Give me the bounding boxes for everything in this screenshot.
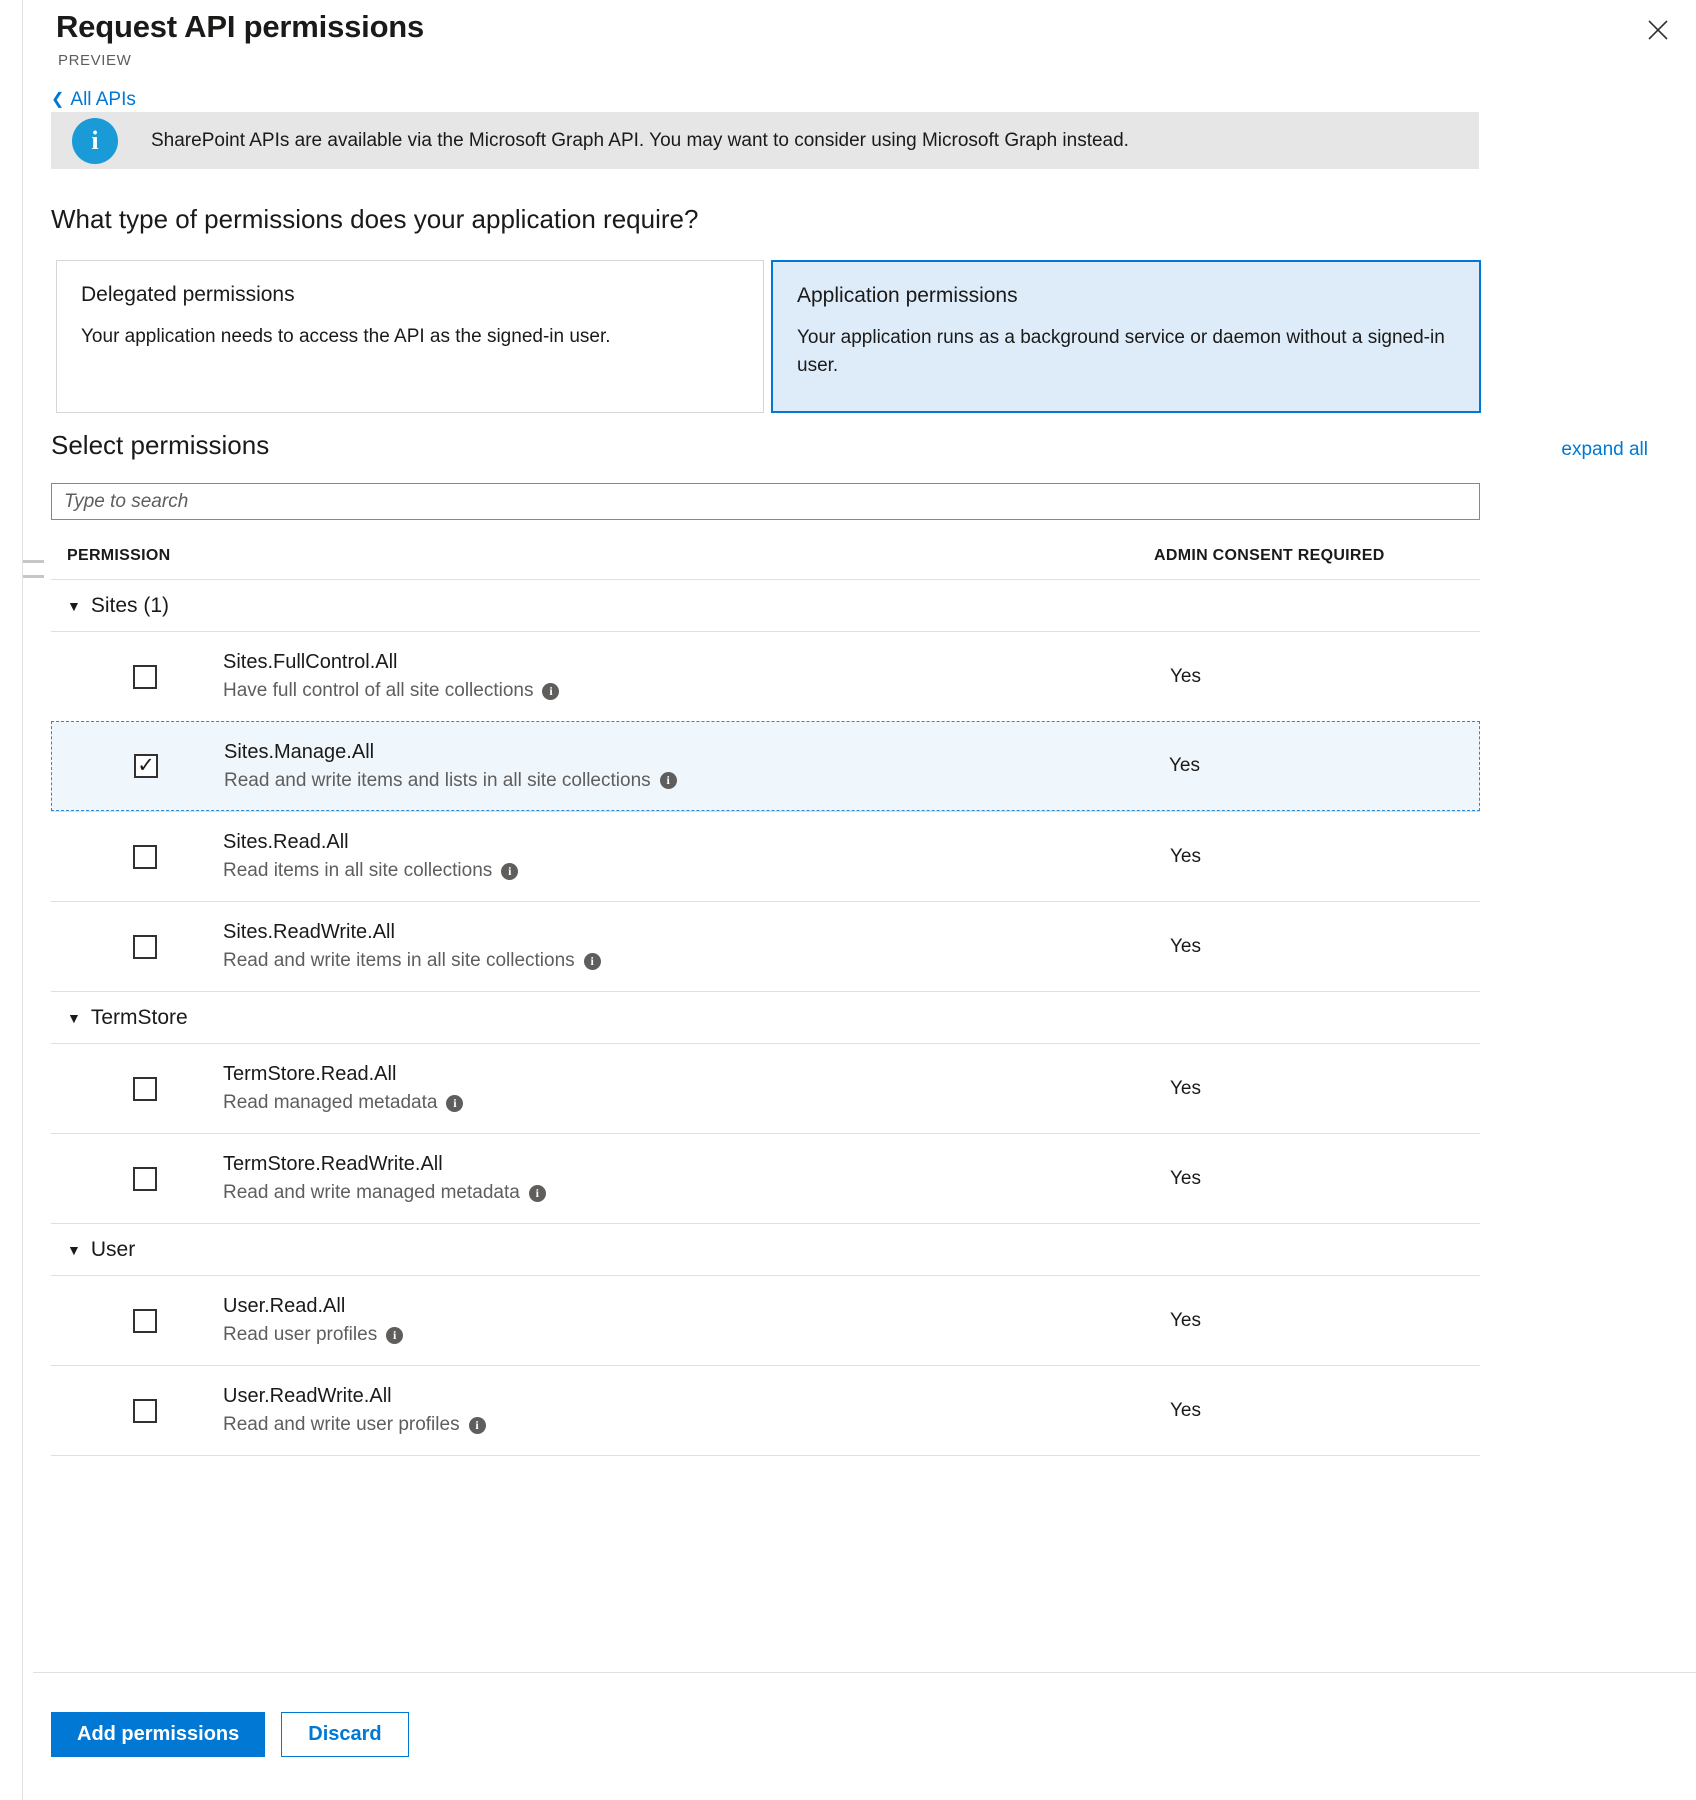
back-to-all-apis-link[interactable] [51, 89, 136, 111]
footer-divider [33, 1672, 1696, 1673]
permission-name: Sites.Manage.All [224, 740, 375, 763]
permission-description-wrap [224, 770, 1169, 792]
permission-checkbox-sites-manage-all[interactable] [134, 754, 158, 778]
group-row-termstore[interactable] [51, 991, 1480, 1043]
group-label-user: User [90, 1237, 136, 1261]
permission-checkbox-user-readwrite-all[interactable] [133, 1399, 157, 1423]
application-permissions-card[interactable] [771, 260, 1481, 413]
table-row[interactable] [51, 721, 1480, 811]
info-icon[interactable]: i [529, 1185, 546, 1202]
request-api-permissions-dialog [22, 0, 1696, 1800]
info-icon[interactable]: i [584, 953, 601, 970]
checkbox-wrap [67, 665, 205, 689]
permission-checkbox-sites-read-all[interactable] [133, 845, 157, 869]
permission-name: Sites.FullControl.All [223, 651, 398, 673]
permission-name: User.Read.All [223, 1295, 346, 1317]
chevron-left-icon: ❮ [51, 91, 65, 108]
admin-consent-value: Yes [1170, 935, 1201, 957]
table-row[interactable] [51, 1365, 1480, 1455]
permission-name: TermStore.Read.All [223, 1063, 397, 1085]
permission-description-wrap [223, 680, 1170, 702]
permission-description: Read and write items and lists in all site collections [224, 769, 651, 791]
permission-description-wrap [223, 1414, 1170, 1436]
permission-description: Read and write user profiles [223, 1414, 460, 1435]
select-permissions-heading: Select permissions [51, 430, 270, 460]
admin-consent-value: Yes [1170, 665, 1201, 687]
permission-name: TermStore.ReadWrite.All [223, 1153, 443, 1175]
info-icon[interactable]: i [446, 1095, 463, 1112]
info-icon[interactable]: i [501, 863, 518, 880]
checkbox-wrap [67, 935, 205, 959]
permission-name: Sites.Read.All [223, 831, 349, 853]
application-permissions-description: Your application runs as a background service or daemon without a signed-in user. [797, 327, 1445, 376]
permission-description: Have full control of all site collections [223, 680, 534, 701]
sharepoint-icon-letter: i [91, 125, 99, 155]
check-icon: ✓ [137, 753, 155, 777]
table-row[interactable] [51, 1133, 1480, 1223]
admin-consent-value: Yes [1170, 845, 1201, 867]
permission-description: Read user profiles [223, 1324, 378, 1345]
banner-message: SharePoint APIs are available via the Microsoft Graph API. You may want to consider using Microsoft Graph instead. [151, 129, 1129, 151]
table-row[interactable] [51, 1275, 1480, 1365]
table-row[interactable] [51, 811, 1480, 901]
permission-type-options [56, 260, 1481, 413]
table-row[interactable] [51, 901, 1480, 991]
page-title: Request API permissions [56, 9, 425, 44]
discard-button[interactable]: Discard [281, 1712, 408, 1757]
checkbox-wrap [67, 1077, 205, 1101]
permission-description-wrap [223, 1092, 1170, 1114]
close-icon[interactable] [1638, 10, 1678, 50]
sharepoint-info-banner [51, 112, 1479, 169]
info-icon[interactable]: i [386, 1327, 403, 1344]
application-permissions-title: Application permissions [797, 284, 1018, 307]
table-row[interactable] [51, 631, 1480, 721]
permission-checkbox-sites-readwrite-all[interactable] [133, 935, 157, 959]
delegated-permissions-title: Delegated permissions [81, 283, 295, 306]
permission-description: Read and write managed metadata [223, 1182, 520, 1203]
permission-info [205, 1295, 1170, 1346]
permission-description: Read managed metadata [223, 1092, 438, 1113]
permission-name: User.ReadWrite.All [223, 1385, 392, 1407]
expand-all-link[interactable]: expand all [1561, 439, 1648, 460]
column-header-admin-consent: ADMIN CONSENT REQUIRED [1154, 547, 1385, 564]
info-icon[interactable]: i [542, 683, 559, 700]
permission-name: Sites.ReadWrite.All [223, 921, 395, 943]
checkbox-wrap [67, 1309, 205, 1333]
permission-info [205, 1153, 1170, 1204]
panel-edge-marker [23, 560, 44, 563]
group-label-termstore: TermStore [90, 1005, 188, 1029]
column-header-permission: PERMISSION [67, 547, 171, 564]
permission-description-wrap [223, 1324, 1170, 1346]
admin-consent-value: Yes [1170, 1077, 1201, 1099]
admin-consent-value: Yes [1169, 755, 1200, 776]
permission-description: Read and write items in all site collections [223, 950, 575, 971]
add-permissions-button[interactable]: Add permissions [51, 1712, 265, 1757]
chevron-down-icon: ▼ [67, 597, 81, 614]
checkbox-wrap [67, 1167, 205, 1191]
table-row[interactable] [51, 1043, 1480, 1133]
permission-checkbox-sites-fullcontrol-all[interactable] [133, 665, 157, 689]
delegated-permissions-card[interactable] [56, 260, 764, 413]
table-bottom-divider [51, 1455, 1480, 1457]
permission-type-question: What type of permissions does your application require? [51, 204, 699, 234]
permission-description-wrap [223, 950, 1170, 972]
permission-info [205, 651, 1170, 702]
group-row-user[interactable] [51, 1223, 1480, 1275]
sharepoint-icon-wrap [51, 112, 139, 169]
panel-edge-marker-2 [23, 575, 44, 578]
permission-checkbox-termstore-read-all[interactable] [133, 1077, 157, 1101]
checkbox-wrap [67, 845, 205, 869]
permission-checkbox-termstore-readwrite-all[interactable] [133, 1167, 157, 1191]
chevron-down-icon: ▼ [67, 1241, 81, 1258]
permission-description-wrap [223, 1182, 1170, 1204]
chevron-down-icon: ▼ [67, 1009, 81, 1026]
table-header-row [51, 533, 1480, 579]
preview-badge: PREVIEW [58, 52, 132, 69]
sharepoint-icon [72, 118, 118, 164]
checkbox-wrap [68, 754, 206, 778]
back-link-label: All APIs [70, 89, 136, 110]
admin-consent-value: Yes [1170, 1399, 1201, 1421]
permission-info [205, 1385, 1170, 1436]
permissions-table [51, 533, 1480, 1457]
permission-checkbox-user-read-all[interactable] [133, 1309, 157, 1333]
permission-info [206, 741, 1169, 792]
dialog-footer [51, 1712, 409, 1757]
info-icon[interactable]: i [660, 772, 677, 789]
search-input[interactable] [51, 483, 1480, 520]
admin-consent-value: Yes [1170, 1309, 1201, 1331]
permission-description: Read items in all site collections [223, 860, 493, 881]
group-label-sites: Sites (1) [90, 593, 170, 617]
permission-description-wrap [223, 860, 1170, 882]
admin-consent-value: Yes [1170, 1167, 1201, 1189]
info-icon[interactable]: i [469, 1417, 486, 1434]
checkbox-wrap [67, 1399, 205, 1423]
group-row-sites[interactable] [51, 579, 1480, 631]
permission-info [205, 1063, 1170, 1114]
permission-info [205, 921, 1170, 972]
delegated-permissions-description: Your application needs to access the API as the signed-in user. [81, 326, 611, 347]
permission-info [205, 831, 1170, 882]
